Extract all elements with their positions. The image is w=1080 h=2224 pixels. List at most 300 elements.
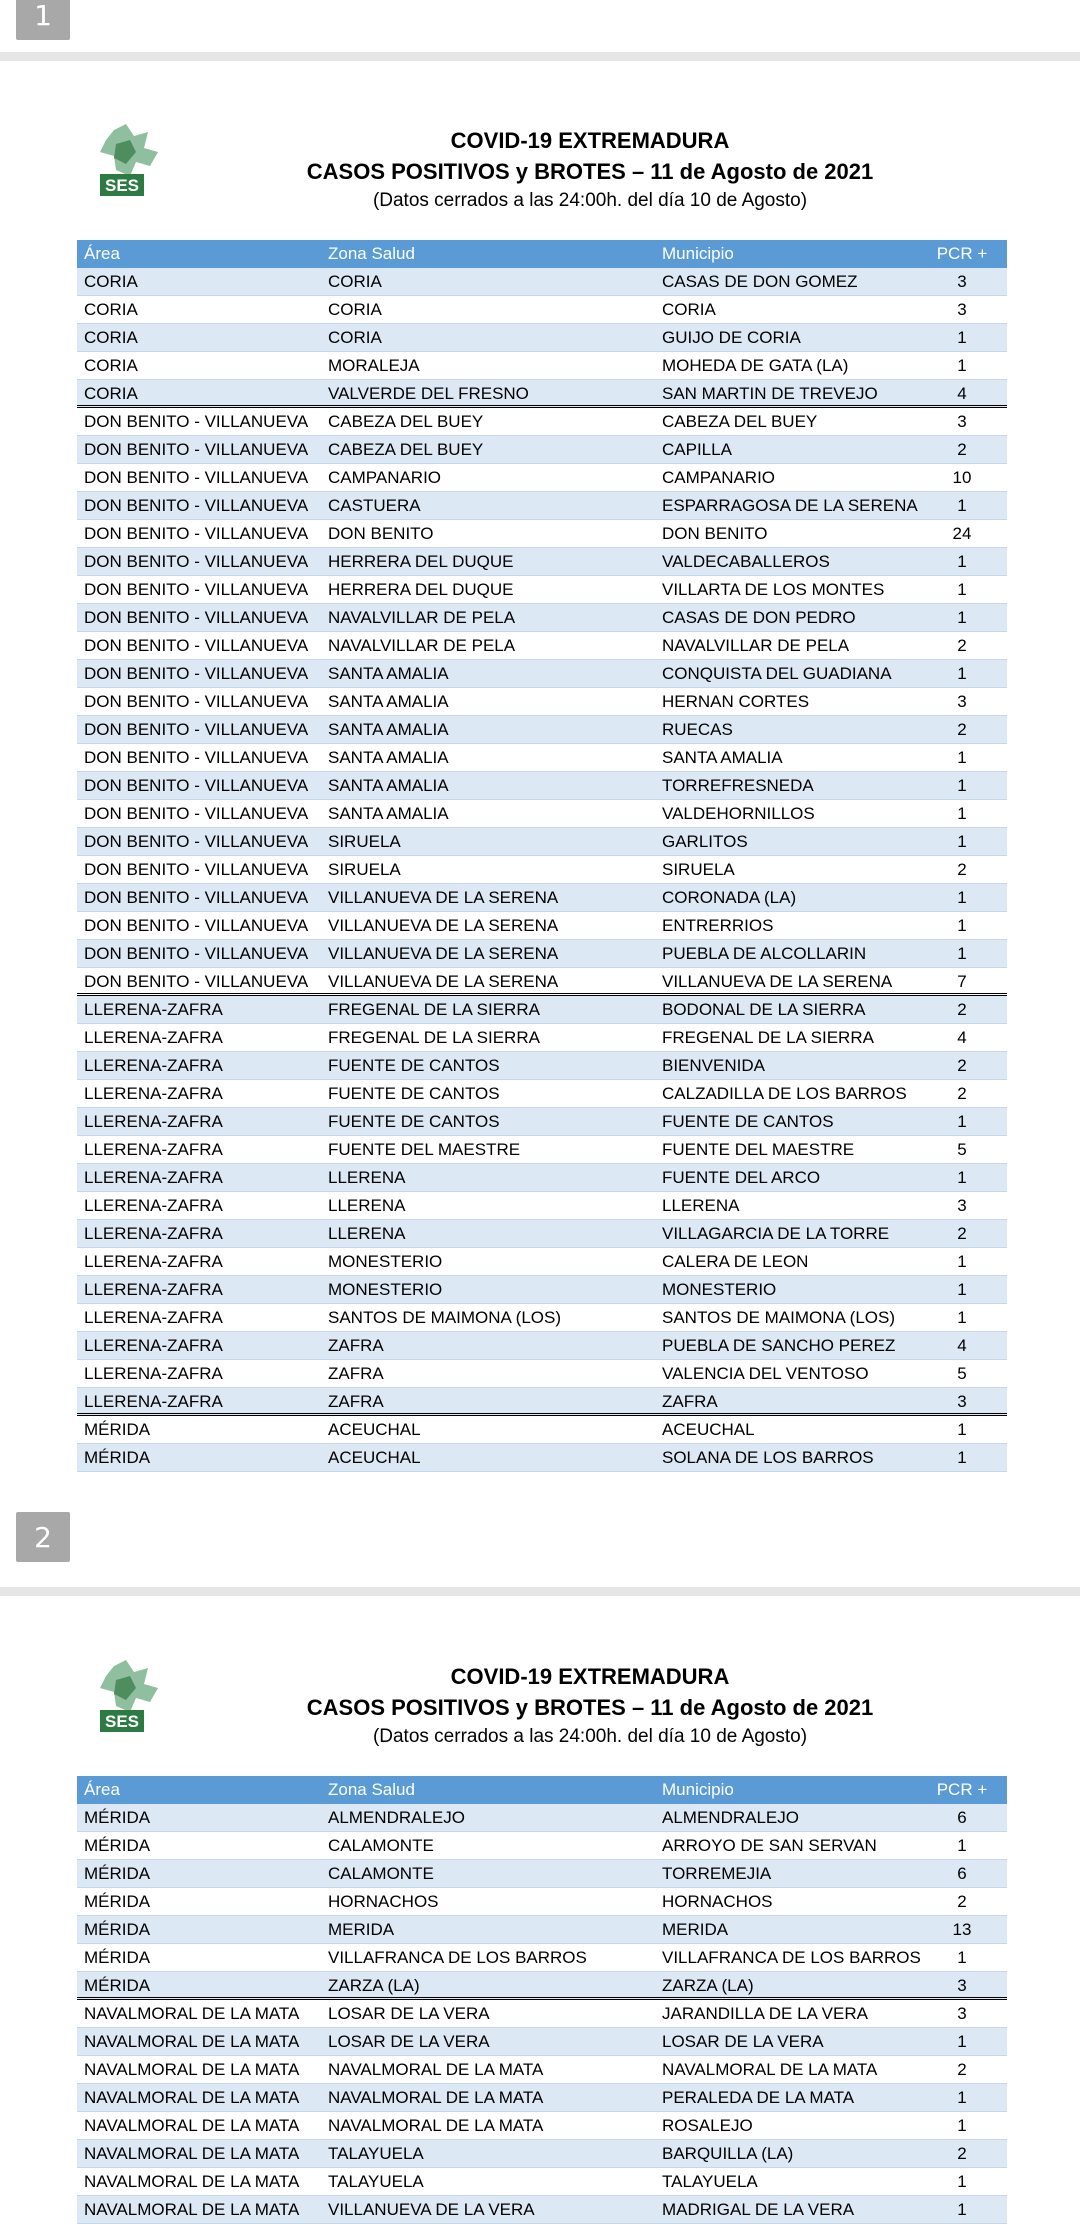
pcr-cell: 1 bbox=[957, 1948, 967, 1967]
municipio-cell: CASAS DE DON GOMEZ bbox=[662, 272, 858, 291]
table-row bbox=[77, 1052, 1007, 1080]
area-cell: DON BENITO - VILLANUEVA bbox=[84, 496, 309, 515]
header-pcr: PCR + bbox=[936, 1780, 988, 1799]
table-row bbox=[77, 1080, 1007, 1108]
svg-text:SES: SES bbox=[104, 176, 140, 195]
pcr-cell: 1 bbox=[957, 748, 967, 767]
pcr-cell: 10 bbox=[952, 468, 972, 487]
pcr-cell: 3 bbox=[957, 412, 967, 431]
table-row bbox=[77, 912, 1007, 940]
municipio-cell: SOLANA DE LOS BARROS bbox=[662, 1448, 874, 1467]
area-cell: MÉRIDA bbox=[84, 1864, 151, 1883]
area-cell: LLERENA-ZAFRA bbox=[84, 1252, 223, 1271]
area-cell: DON BENITO - VILLANUEVA bbox=[84, 804, 309, 823]
table-row bbox=[77, 548, 1007, 576]
municipio-cell: ACEUCHAL bbox=[662, 1420, 755, 1439]
zona-salud-cell: VILLANUEVA DE LA VERA bbox=[328, 2200, 535, 2219]
table-row bbox=[77, 940, 1007, 968]
zona-salud-cell: CABEZA DEL BUEY bbox=[328, 412, 484, 431]
table-row bbox=[77, 716, 1007, 744]
table-row bbox=[77, 1832, 1007, 1860]
area-cell: DON BENITO - VILLANUEVA bbox=[84, 888, 309, 907]
table-row bbox=[77, 772, 1007, 800]
document-header bbox=[0, 125, 1080, 215]
pcr-cell: 2 bbox=[957, 1892, 967, 1911]
pcr-cell: 3 bbox=[957, 1976, 967, 1995]
area-cell: MÉRIDA bbox=[84, 1448, 151, 1467]
area-cell: LLERENA-ZAFRA bbox=[84, 1308, 223, 1327]
table-row bbox=[77, 744, 1007, 772]
pcr-cell: 1 bbox=[957, 2116, 967, 2135]
zona-salud-cell: LLERENA bbox=[328, 1168, 406, 1187]
header-zona-salud: Zona Salud bbox=[328, 1780, 415, 1799]
municipio-cell: CAMPANARIO bbox=[662, 468, 776, 487]
municipio-cell: ROSALEJO bbox=[662, 2116, 753, 2135]
zona-salud-cell: FUENTE DEL MAESTRE bbox=[328, 1140, 521, 1159]
municipio-cell: TORREFRESNEDA bbox=[662, 776, 814, 795]
title-line-1: COVID-19 EXTREMADURA bbox=[450, 1664, 730, 1689]
pcr-cell: 1 bbox=[957, 608, 967, 627]
zona-salud-cell: FUENTE DE CANTOS bbox=[328, 1084, 500, 1103]
table-row bbox=[77, 632, 1007, 660]
municipio-cell: BODONAL DE LA SIERRA bbox=[662, 1000, 866, 1019]
zona-salud-cell: TALAYUELA bbox=[328, 2144, 424, 2163]
municipio-cell: HORNACHOS bbox=[662, 1892, 773, 1911]
municipio-cell: PERALEDA DE LA MATA bbox=[662, 2088, 855, 2107]
area-cell: LLERENA-ZAFRA bbox=[84, 1000, 223, 1019]
pcr-cell: 3 bbox=[957, 1392, 967, 1411]
zona-salud-cell: LOSAR DE LA VERA bbox=[328, 2004, 490, 2023]
pcr-cell: 7 bbox=[957, 972, 967, 991]
table-row bbox=[77, 828, 1007, 856]
zona-salud-cell: NAVALVILLAR DE PELA bbox=[328, 636, 516, 655]
pcr-cell: 1 bbox=[957, 776, 967, 795]
table-row bbox=[77, 2000, 1007, 2028]
pcr-cell: 6 bbox=[957, 1808, 967, 1827]
zona-salud-cell: FUENTE DE CANTOS bbox=[328, 1056, 500, 1075]
area-cell: MÉRIDA bbox=[84, 1976, 151, 1995]
pcr-cell: 1 bbox=[957, 1420, 967, 1439]
zona-salud-cell: MERIDA bbox=[328, 1920, 395, 1939]
pcr-cell: 4 bbox=[957, 384, 967, 403]
area-cell: NAVALMORAL DE LA MATA bbox=[84, 2144, 300, 2163]
area-cell: LLERENA-ZAFRA bbox=[84, 1112, 223, 1131]
area-cell: NAVALMORAL DE LA MATA bbox=[84, 2200, 300, 2219]
zona-salud-cell: NAVALMORAL DE LA MATA bbox=[328, 2088, 544, 2107]
zona-salud-cell: CORIA bbox=[328, 300, 382, 319]
table-row bbox=[77, 1108, 1007, 1136]
zona-salud-cell: VILLANUEVA DE LA SERENA bbox=[328, 916, 559, 935]
table-row bbox=[77, 1944, 1007, 1972]
municipio-cell: MERIDA bbox=[662, 1920, 729, 1939]
table-row bbox=[77, 1136, 1007, 1164]
title-line-3: (Datos cerrados a las 24:00h. del día 10 de Agosto) bbox=[372, 1726, 808, 1747]
table-row bbox=[77, 380, 1007, 408]
municipio-cell: FUENTE DEL ARCO bbox=[662, 1168, 821, 1187]
area-cell: DON BENITO - VILLANUEVA bbox=[84, 608, 309, 627]
area-cell: CORIA bbox=[84, 356, 138, 375]
zona-salud-cell: SANTA AMALIA bbox=[328, 776, 449, 795]
area-cell: DON BENITO - VILLANUEVA bbox=[84, 832, 309, 851]
municipio-cell: FUENTE DE CANTOS bbox=[662, 1112, 834, 1131]
zona-salud-cell: SANTA AMALIA bbox=[328, 804, 449, 823]
cases-table bbox=[77, 240, 1007, 1472]
table-row bbox=[77, 1276, 1007, 1304]
title-line-2: CASOS POSITIVOS y BROTES – 11 de Agosto de 2021 bbox=[306, 159, 874, 184]
municipio-cell: CORONADA (LA) bbox=[662, 888, 797, 907]
pcr-cell: 3 bbox=[957, 1196, 967, 1215]
area-cell: DON BENITO - VILLANUEVA bbox=[84, 412, 309, 431]
document-header bbox=[0, 1661, 1080, 1751]
municipio-cell: GARLITOS bbox=[662, 832, 748, 851]
area-cell: NAVALMORAL DE LA MATA bbox=[84, 2004, 300, 2023]
table-row bbox=[77, 2028, 1007, 2056]
area-cell: DON BENITO - VILLANUEVA bbox=[84, 748, 309, 767]
area-cell: MÉRIDA bbox=[84, 1420, 151, 1439]
page-number-badge: 2 bbox=[16, 1512, 70, 1562]
zona-salud-cell: ZAFRA bbox=[328, 1364, 384, 1383]
municipio-cell: CASAS DE DON PEDRO bbox=[662, 608, 856, 627]
table-row bbox=[77, 1388, 1007, 1416]
area-cell: LLERENA-ZAFRA bbox=[84, 1224, 223, 1243]
municipio-cell: JARANDILLA DE LA VERA bbox=[662, 2004, 868, 2023]
table-row bbox=[77, 2112, 1007, 2140]
zona-salud-cell: ACEUCHAL bbox=[328, 1420, 421, 1439]
area-cell: LLERENA-ZAFRA bbox=[84, 1392, 223, 1411]
zona-salud-cell: ZAFRA bbox=[328, 1336, 384, 1355]
municipio-cell: BIENVENIDA bbox=[662, 1056, 765, 1075]
pcr-cell: 2 bbox=[957, 1056, 967, 1075]
pcr-cell: 2 bbox=[957, 2144, 967, 2163]
area-cell: DON BENITO - VILLANUEVA bbox=[84, 440, 309, 459]
table-row bbox=[77, 996, 1007, 1024]
area-cell: MÉRIDA bbox=[84, 1808, 151, 1827]
table-row bbox=[77, 1972, 1007, 2000]
zona-salud-cell: SIRUELA bbox=[328, 860, 401, 879]
pcr-cell: 1 bbox=[957, 1836, 967, 1855]
page-separator bbox=[0, 1587, 1080, 1596]
municipio-cell: SIRUELA bbox=[662, 860, 735, 879]
zona-salud-cell: MONESTERIO bbox=[328, 1252, 443, 1271]
zona-salud-cell: FREGENAL DE LA SIERRA bbox=[328, 1000, 540, 1019]
area-cell: NAVALMORAL DE LA MATA bbox=[84, 2088, 300, 2107]
pcr-cell: 1 bbox=[957, 1252, 967, 1271]
pcr-cell: 1 bbox=[957, 944, 967, 963]
municipio-cell: PUEBLA DE ALCOLLARIN bbox=[662, 944, 867, 963]
area-cell: DON BENITO - VILLANUEVA bbox=[84, 636, 309, 655]
table-row bbox=[77, 296, 1007, 324]
area-cell: LLERENA-ZAFRA bbox=[84, 1196, 223, 1215]
table-row bbox=[77, 1164, 1007, 1192]
area-cell: DON BENITO - VILLANUEVA bbox=[84, 860, 309, 879]
table-row bbox=[77, 1444, 1007, 1472]
zona-salud-cell: CABEZA DEL BUEY bbox=[328, 440, 484, 459]
zona-salud-cell: ALMENDRALEJO bbox=[328, 1808, 465, 1827]
municipio-cell: SANTA AMALIA bbox=[662, 748, 783, 767]
area-cell: NAVALMORAL DE LA MATA bbox=[84, 2032, 300, 2051]
table-row bbox=[77, 436, 1007, 464]
table-row bbox=[77, 1192, 1007, 1220]
area-cell: MÉRIDA bbox=[84, 1920, 151, 1939]
pcr-cell: 3 bbox=[957, 300, 967, 319]
municipio-cell: FUENTE DEL MAESTRE bbox=[662, 1140, 855, 1159]
pcr-cell: 4 bbox=[957, 1028, 967, 1047]
zona-salud-cell: VILLANUEVA DE LA SERENA bbox=[328, 888, 559, 907]
table-row bbox=[77, 2168, 1007, 2196]
area-cell: CORIA bbox=[84, 300, 138, 319]
area-cell: NAVALMORAL DE LA MATA bbox=[84, 2116, 300, 2135]
table-row bbox=[77, 1024, 1007, 1052]
zona-salud-cell: ACEUCHAL bbox=[328, 1448, 421, 1467]
table-row bbox=[77, 352, 1007, 380]
pcr-cell: 2 bbox=[957, 2060, 967, 2079]
municipio-cell: HERNAN CORTES bbox=[662, 692, 810, 711]
pcr-cell: 1 bbox=[957, 1168, 967, 1187]
area-cell: DON BENITO - VILLANUEVA bbox=[84, 468, 309, 487]
zona-salud-cell: VILLANUEVA DE LA SERENA bbox=[328, 972, 559, 991]
municipio-cell: VALDECABALLEROS bbox=[662, 552, 830, 571]
pcr-cell: 6 bbox=[957, 1864, 967, 1883]
zona-salud-cell: TALAYUELA bbox=[328, 2172, 424, 2191]
municipio-cell: CALERA DE LEON bbox=[662, 1252, 809, 1271]
table-row bbox=[77, 1860, 1007, 1888]
zona-salud-cell: SANTA AMALIA bbox=[328, 748, 449, 767]
pcr-cell: 2 bbox=[957, 720, 967, 739]
area-cell: DON BENITO - VILLANUEVA bbox=[84, 972, 309, 991]
municipio-cell: MOHEDA DE GATA (LA) bbox=[662, 356, 849, 375]
municipio-cell: MONESTERIO bbox=[662, 1280, 777, 1299]
municipio-cell: RUECAS bbox=[662, 720, 733, 739]
pcr-cell: 1 bbox=[957, 2088, 967, 2107]
municipio-cell: VILLAGARCIA DE LA TORRE bbox=[662, 1224, 890, 1243]
zona-salud-cell: CORIA bbox=[328, 272, 382, 291]
pcr-cell: 1 bbox=[957, 832, 967, 851]
pcr-cell: 13 bbox=[952, 1920, 972, 1939]
title-line-1: COVID-19 EXTREMADURA bbox=[450, 128, 730, 153]
zona-salud-cell: HERRERA DEL DUQUE bbox=[328, 580, 514, 599]
zona-salud-cell: SANTA AMALIA bbox=[328, 720, 449, 739]
pcr-cell: 1 bbox=[957, 328, 967, 347]
municipio-cell: CAPILLA bbox=[662, 440, 732, 459]
pcr-cell: 1 bbox=[957, 2032, 967, 2051]
zona-salud-cell: CASTUERA bbox=[328, 496, 421, 515]
area-cell: DON BENITO - VILLANUEVA bbox=[84, 692, 309, 711]
zona-salud-cell: MORALEJA bbox=[328, 356, 420, 375]
zona-salud-cell: SANTA AMALIA bbox=[328, 664, 449, 683]
title-line-3: (Datos cerrados a las 24:00h. del día 10 de Agosto) bbox=[372, 190, 808, 211]
table-row bbox=[77, 2056, 1007, 2084]
zona-salud-cell: CALAMONTE bbox=[328, 1864, 434, 1883]
zona-salud-cell: SIRUELA bbox=[328, 832, 401, 851]
title-line-2: CASOS POSITIVOS y BROTES – 11 de Agosto de 2021 bbox=[306, 1695, 874, 1720]
table-row bbox=[77, 660, 1007, 688]
area-cell: LLERENA-ZAFRA bbox=[84, 1364, 223, 1383]
area-cell: CORIA bbox=[84, 272, 138, 291]
area-cell: LLERENA-ZAFRA bbox=[84, 1140, 223, 1159]
table-row bbox=[77, 1332, 1007, 1360]
municipio-cell: TALAYUELA bbox=[662, 2172, 758, 2191]
zona-salud-cell: ZAFRA bbox=[328, 1392, 384, 1411]
zona-salud-cell: CALAMONTE bbox=[328, 1836, 434, 1855]
zona-salud-cell: ZARZA (LA) bbox=[328, 1976, 420, 1995]
table-row bbox=[77, 884, 1007, 912]
table-row bbox=[77, 1916, 1007, 1944]
table-row bbox=[77, 268, 1007, 296]
pcr-cell: 1 bbox=[957, 916, 967, 935]
area-cell: CORIA bbox=[84, 328, 138, 347]
area-cell: LLERENA-ZAFRA bbox=[84, 1168, 223, 1187]
municipio-cell: CABEZA DEL BUEY bbox=[662, 412, 818, 431]
pcr-cell: 1 bbox=[957, 1280, 967, 1299]
pcr-cell: 1 bbox=[957, 580, 967, 599]
pcr-cell: 2 bbox=[957, 860, 967, 879]
municipio-cell: GUIJO DE CORIA bbox=[662, 328, 801, 347]
zona-salud-cell: FUENTE DE CANTOS bbox=[328, 1112, 500, 1131]
pcr-cell: 1 bbox=[957, 2172, 967, 2191]
zona-salud-cell: NAVALMORAL DE LA MATA bbox=[328, 2060, 544, 2079]
page-separator bbox=[0, 52, 1080, 61]
zona-salud-cell: VALVERDE DEL FRESNO bbox=[328, 384, 529, 403]
pcr-cell: 2 bbox=[957, 636, 967, 655]
pcr-cell: 2 bbox=[957, 1224, 967, 1243]
area-cell: MÉRIDA bbox=[84, 1836, 151, 1855]
header-area: Área bbox=[84, 244, 120, 263]
municipio-cell: CONQUISTA DEL GUADIANA bbox=[662, 664, 892, 683]
municipio-cell: ALMENDRALEJO bbox=[662, 1808, 799, 1827]
pcr-cell: 5 bbox=[957, 1364, 967, 1383]
pcr-cell: 1 bbox=[957, 1112, 967, 1131]
table-row bbox=[77, 520, 1007, 548]
municipio-cell: VILLAFRANCA DE LOS BARROS bbox=[662, 1948, 921, 1967]
table-row bbox=[77, 856, 1007, 884]
area-cell: DON BENITO - VILLANUEVA bbox=[84, 944, 309, 963]
pcr-cell: 1 bbox=[957, 552, 967, 571]
area-cell: DON BENITO - VILLANUEVA bbox=[84, 776, 309, 795]
municipio-cell: TORREMEJIA bbox=[662, 1864, 772, 1883]
pcr-cell: 1 bbox=[957, 1308, 967, 1327]
area-cell: MÉRIDA bbox=[84, 1948, 151, 1967]
area-cell: LLERENA-ZAFRA bbox=[84, 1028, 223, 1047]
header-zona-salud: Zona Salud bbox=[328, 244, 415, 263]
municipio-cell: BARQUILLA (LA) bbox=[662, 2144, 794, 2163]
zona-salud-cell: HORNACHOS bbox=[328, 1892, 439, 1911]
zona-salud-cell: MONESTERIO bbox=[328, 1280, 443, 1299]
table-row bbox=[77, 464, 1007, 492]
municipio-cell: DON BENITO bbox=[662, 524, 768, 543]
municipio-cell: LOSAR DE LA VERA bbox=[662, 2032, 824, 2051]
zona-salud-cell: NAVALVILLAR DE PELA bbox=[328, 608, 516, 627]
table-row bbox=[77, 1248, 1007, 1276]
area-cell: NAVALMORAL DE LA MATA bbox=[84, 2060, 300, 2079]
table-row bbox=[77, 968, 1007, 996]
zona-salud-cell: FREGENAL DE LA SIERRA bbox=[328, 1028, 540, 1047]
pcr-cell: 1 bbox=[957, 356, 967, 375]
table-row bbox=[77, 1304, 1007, 1332]
zona-salud-cell: NAVALMORAL DE LA MATA bbox=[328, 2116, 544, 2135]
area-cell: DON BENITO - VILLANUEVA bbox=[84, 916, 309, 935]
pcr-cell: 1 bbox=[957, 496, 967, 515]
table-row bbox=[77, 800, 1007, 828]
pcr-cell: 3 bbox=[957, 692, 967, 711]
pcr-cell: 4 bbox=[957, 1336, 967, 1355]
area-cell: LLERENA-ZAFRA bbox=[84, 1280, 223, 1299]
header-municipio: Municipio bbox=[662, 244, 734, 263]
page-number-badge: 1 bbox=[16, 0, 70, 40]
municipio-cell: VILLARTA DE LOS MONTES bbox=[662, 580, 885, 599]
table-row bbox=[77, 1804, 1007, 1832]
table-row bbox=[77, 604, 1007, 632]
municipio-cell: ZAFRA bbox=[662, 1392, 718, 1411]
pcr-cell: 2 bbox=[957, 1000, 967, 1019]
municipio-cell: PUEBLA DE SANCHO PEREZ bbox=[662, 1336, 896, 1355]
zona-salud-cell: HERRERA DEL DUQUE bbox=[328, 552, 514, 571]
municipio-cell: CALZADILLA DE LOS BARROS bbox=[662, 1084, 907, 1103]
pcr-cell: 1 bbox=[957, 664, 967, 683]
municipio-cell: NAVALVILLAR DE PELA bbox=[662, 636, 850, 655]
municipio-cell: ESPARRAGOSA DE LA SERENA bbox=[662, 496, 918, 515]
zona-salud-cell: SANTA AMALIA bbox=[328, 692, 449, 711]
municipio-cell: FREGENAL DE LA SIERRA bbox=[662, 1028, 874, 1047]
area-cell: DON BENITO - VILLANUEVA bbox=[84, 720, 309, 739]
zona-salud-cell: LLERENA bbox=[328, 1196, 406, 1215]
municipio-cell: ZARZA (LA) bbox=[662, 1976, 754, 1995]
table-header-row bbox=[77, 240, 1007, 268]
table-row bbox=[77, 1220, 1007, 1248]
table-row bbox=[77, 2140, 1007, 2168]
municipio-cell: MADRIGAL DE LA VERA bbox=[662, 2200, 855, 2219]
pcr-cell: 3 bbox=[957, 272, 967, 291]
municipio-cell: CORIA bbox=[662, 300, 716, 319]
municipio-cell: SAN MARTIN DE TREVEJO bbox=[662, 384, 878, 403]
area-cell: LLERENA-ZAFRA bbox=[84, 1056, 223, 1075]
table-row bbox=[77, 1416, 1007, 1444]
zona-salud-cell: CAMPANARIO bbox=[328, 468, 442, 487]
municipio-cell: SANTOS DE MAIMONA (LOS) bbox=[662, 1308, 896, 1327]
area-cell: MÉRIDA bbox=[84, 1892, 151, 1911]
table-header-row bbox=[77, 1776, 1007, 1804]
zona-salud-cell: LLERENA bbox=[328, 1224, 406, 1243]
pcr-cell: 1 bbox=[957, 888, 967, 907]
header-area: Área bbox=[84, 1780, 120, 1799]
pcr-cell: 5 bbox=[957, 1140, 967, 1159]
table-row bbox=[77, 324, 1007, 352]
pcr-cell: 3 bbox=[957, 2004, 967, 2023]
area-cell: LLERENA-ZAFRA bbox=[84, 1084, 223, 1103]
svg-text:SES: SES bbox=[104, 1712, 140, 1731]
table-row bbox=[77, 2084, 1007, 2112]
table-row bbox=[77, 492, 1007, 520]
area-cell: DON BENITO - VILLANUEVA bbox=[84, 664, 309, 683]
municipio-cell: ENTRERRIOS bbox=[662, 916, 774, 935]
pcr-cell: 1 bbox=[957, 2200, 967, 2219]
municipio-cell: ARROYO DE SAN SERVAN bbox=[662, 1836, 877, 1855]
zona-salud-cell: LOSAR DE LA VERA bbox=[328, 2032, 490, 2051]
zona-salud-cell: CORIA bbox=[328, 328, 382, 347]
table-row bbox=[77, 408, 1007, 436]
cases-table bbox=[77, 1776, 1007, 2224]
pcr-cell: 2 bbox=[957, 1084, 967, 1103]
pcr-cell: 24 bbox=[952, 524, 972, 543]
table-row bbox=[77, 1888, 1007, 1916]
area-cell: CORIA bbox=[84, 384, 138, 403]
municipio-cell: VILLANUEVA DE LA SERENA bbox=[662, 972, 893, 991]
header-pcr: PCR + bbox=[936, 244, 988, 263]
area-cell: LLERENA-ZAFRA bbox=[84, 1336, 223, 1355]
pcr-cell: 2 bbox=[957, 440, 967, 459]
header-municipio: Municipio bbox=[662, 1780, 734, 1799]
area-cell: DON BENITO - VILLANUEVA bbox=[84, 524, 309, 543]
zona-salud-cell: SANTOS DE MAIMONA (LOS) bbox=[328, 1308, 562, 1327]
